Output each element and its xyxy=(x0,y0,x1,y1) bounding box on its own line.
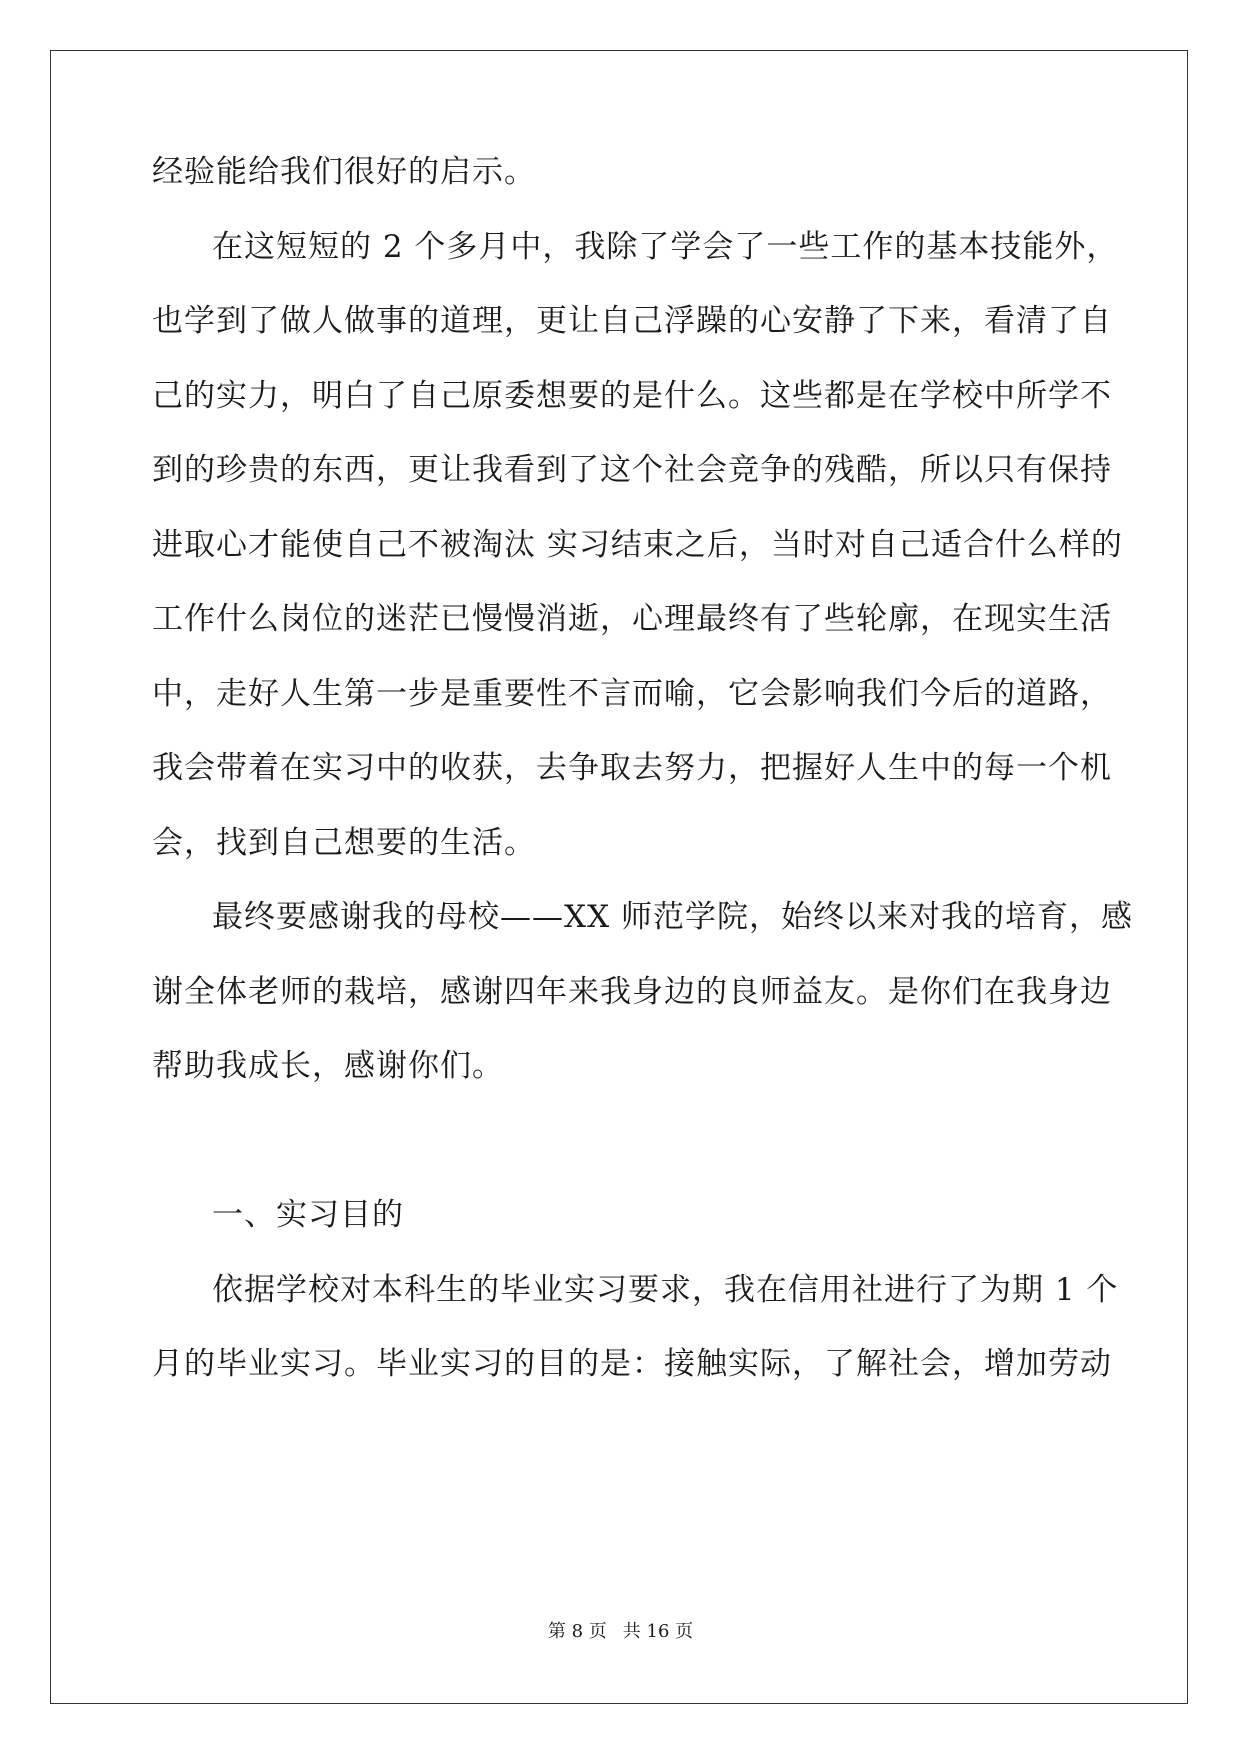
paragraph-start-line: 最终要感谢我的母校——XX 师范学院，始终以来对我的培育，感 xyxy=(212,899,1133,935)
text-line: 帮助我成长，感谢你们。 xyxy=(152,1048,504,1084)
page-footer xyxy=(0,1620,1241,1644)
text-line: 进取心才能使自己不被淘汰 实习结束之后，当时对自己适合什么样的 xyxy=(152,527,1123,563)
page-border xyxy=(50,50,1188,1704)
text-line: 工作什么岗位的迷茫已慢慢消逝，心理最终有了些轮廓，在现实生活 xyxy=(152,601,1112,637)
page-number: 第 8 页 xyxy=(547,1621,607,1642)
text-line: 月的毕业实习。毕业实习的目的是：接触实际，了解社会，增加劳动 xyxy=(152,1346,1112,1382)
text-line: 中，走好人生第一步是重要性不言而喻，它会影响我们今后的道路， xyxy=(152,676,1112,712)
text-line: 会，找到自己想要的生活。 xyxy=(152,825,536,861)
paragraph-start-line: 在这短短的 2 个多月中，我除了学会了一些工作的基本技能外， xyxy=(212,229,1119,265)
text-line: 到的珍贵的东西，更让我看到了这个社会竞争的残酷，所以只有保持 xyxy=(152,452,1112,488)
text-line: 己的实力，明白了自己原委想要的是什么。这些都是在学校中所学不 xyxy=(152,378,1112,414)
text-line: 经验能给我们很好的启示。 xyxy=(152,154,536,190)
paragraph-start-line: 依据学校对本科生的毕业实习要求，我在信用社进行了为期 1 个 xyxy=(212,1272,1119,1308)
page-total: 共 16 页 xyxy=(622,1621,694,1642)
text-line: 我会带着在实习中的收获，去争取去努力，把握好人生中的每一个机 xyxy=(152,750,1112,786)
text-line: 也学到了做人做事的道理，更让自己浮躁的心安静了下来，看清了自 xyxy=(152,303,1112,339)
text-line: 谢全体老师的栽培，感谢四年来我身边的良师益友。是你们在我身边 xyxy=(152,974,1112,1010)
section-heading: 一、实习目的 xyxy=(212,1197,404,1233)
